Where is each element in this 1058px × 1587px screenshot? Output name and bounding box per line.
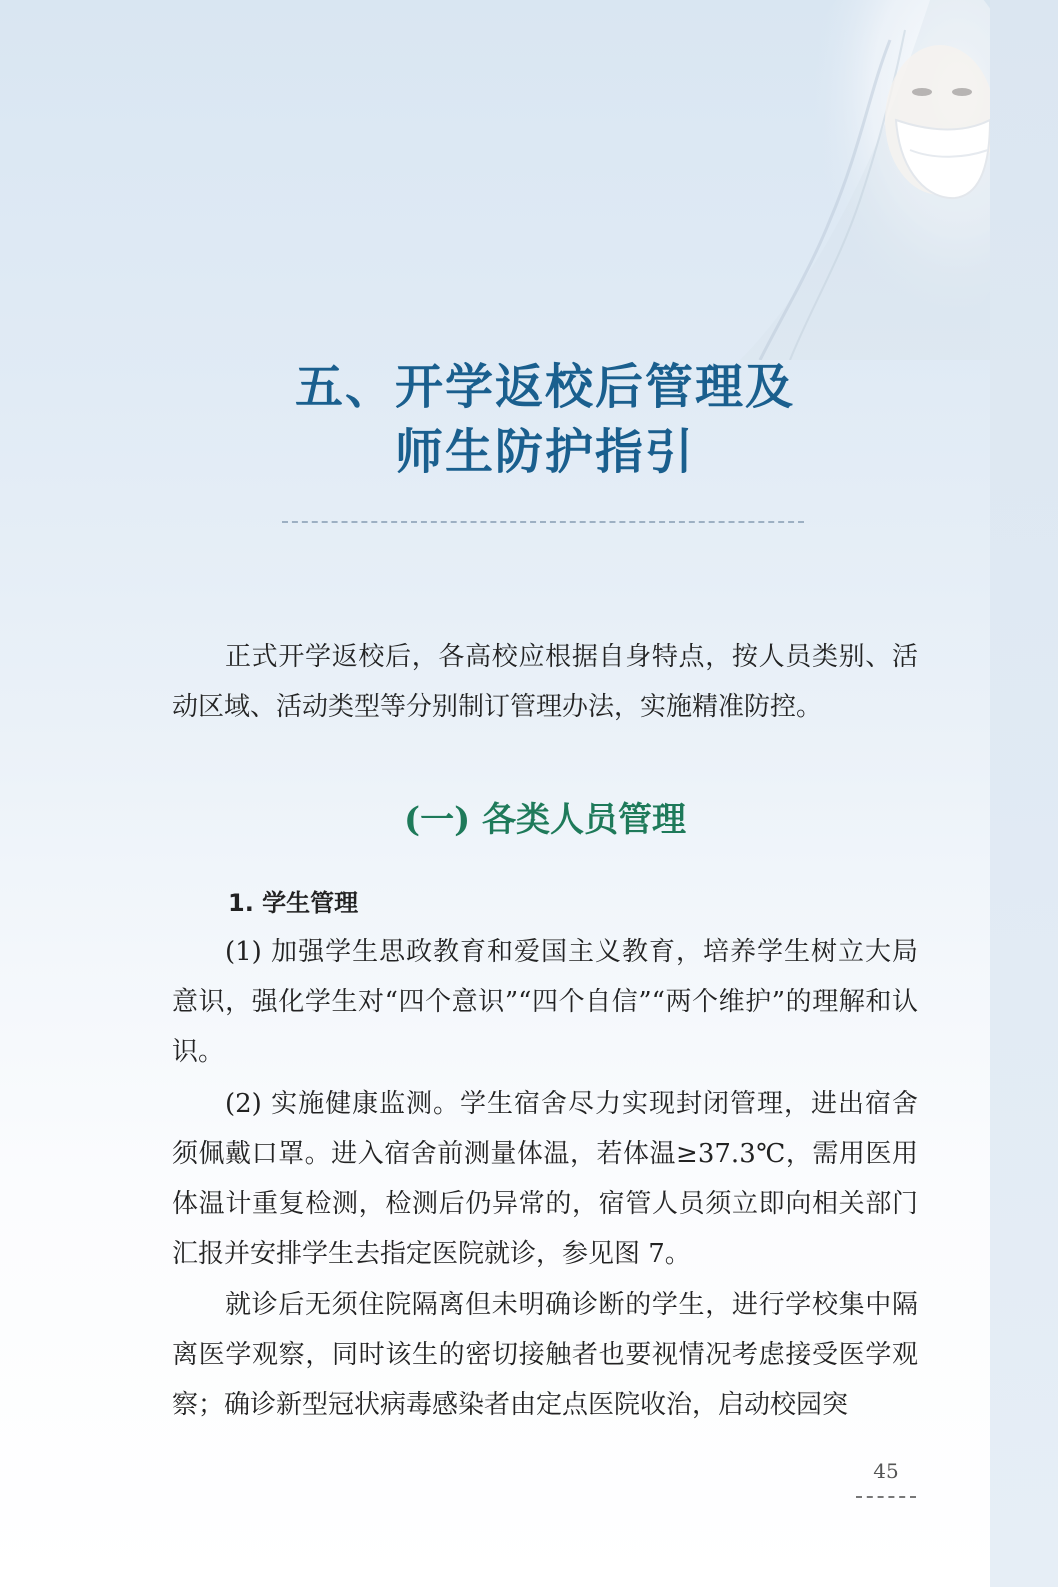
masked-woman-photo <box>700 0 990 360</box>
chapter-title-line2: 师生防护指引 <box>394 424 695 480</box>
page-edge <box>990 0 1058 1587</box>
paragraph-3: 就诊后无须住院隔离但未明确诊断的学生，进行学校集中隔离医学观察，同时该生的密切接触者也要视情况考虑接受医学观察；确诊新型冠状病毒感染者由定点医院收治，启动校园突 <box>172 1290 918 1420</box>
intro-paragraph: 正式开学返校后，各高校应根据自身特点，按人员类别、活动区域、活动类型等分别制订管理办法，实施精准防控。 <box>172 642 918 722</box>
page-number-decoration <box>856 1496 916 1498</box>
page-number: 45 <box>873 1459 899 1483</box>
title-divider <box>282 521 804 523</box>
chapter-title-line1: 五、开学返校后管理及 <box>294 359 795 415</box>
paragraph-2: (2) 实施健康监测。学生宿舍尽力实现封闭管理，进出宿舍须佩戴口罩。进入宿舍前测量体温，若体温≥37.3℃，需用医用体温计重复检测，检测后仍异常的，宿管人员须立即向相关部门汇报并安排学生去指定医院就诊，参见图 7。 <box>172 1089 918 1269</box>
paragraph-1: (1) 加强学生思政教育和爱国主义教育，培养学生树立大局意识，强化学生对“四个意识”“四个自信”“两个维护”的理解和认识。 <box>172 937 918 1067</box>
sub-heading: 1. 学生管理 <box>228 889 359 917</box>
section-heading: (一) 各类人员管理 <box>403 800 686 840</box>
